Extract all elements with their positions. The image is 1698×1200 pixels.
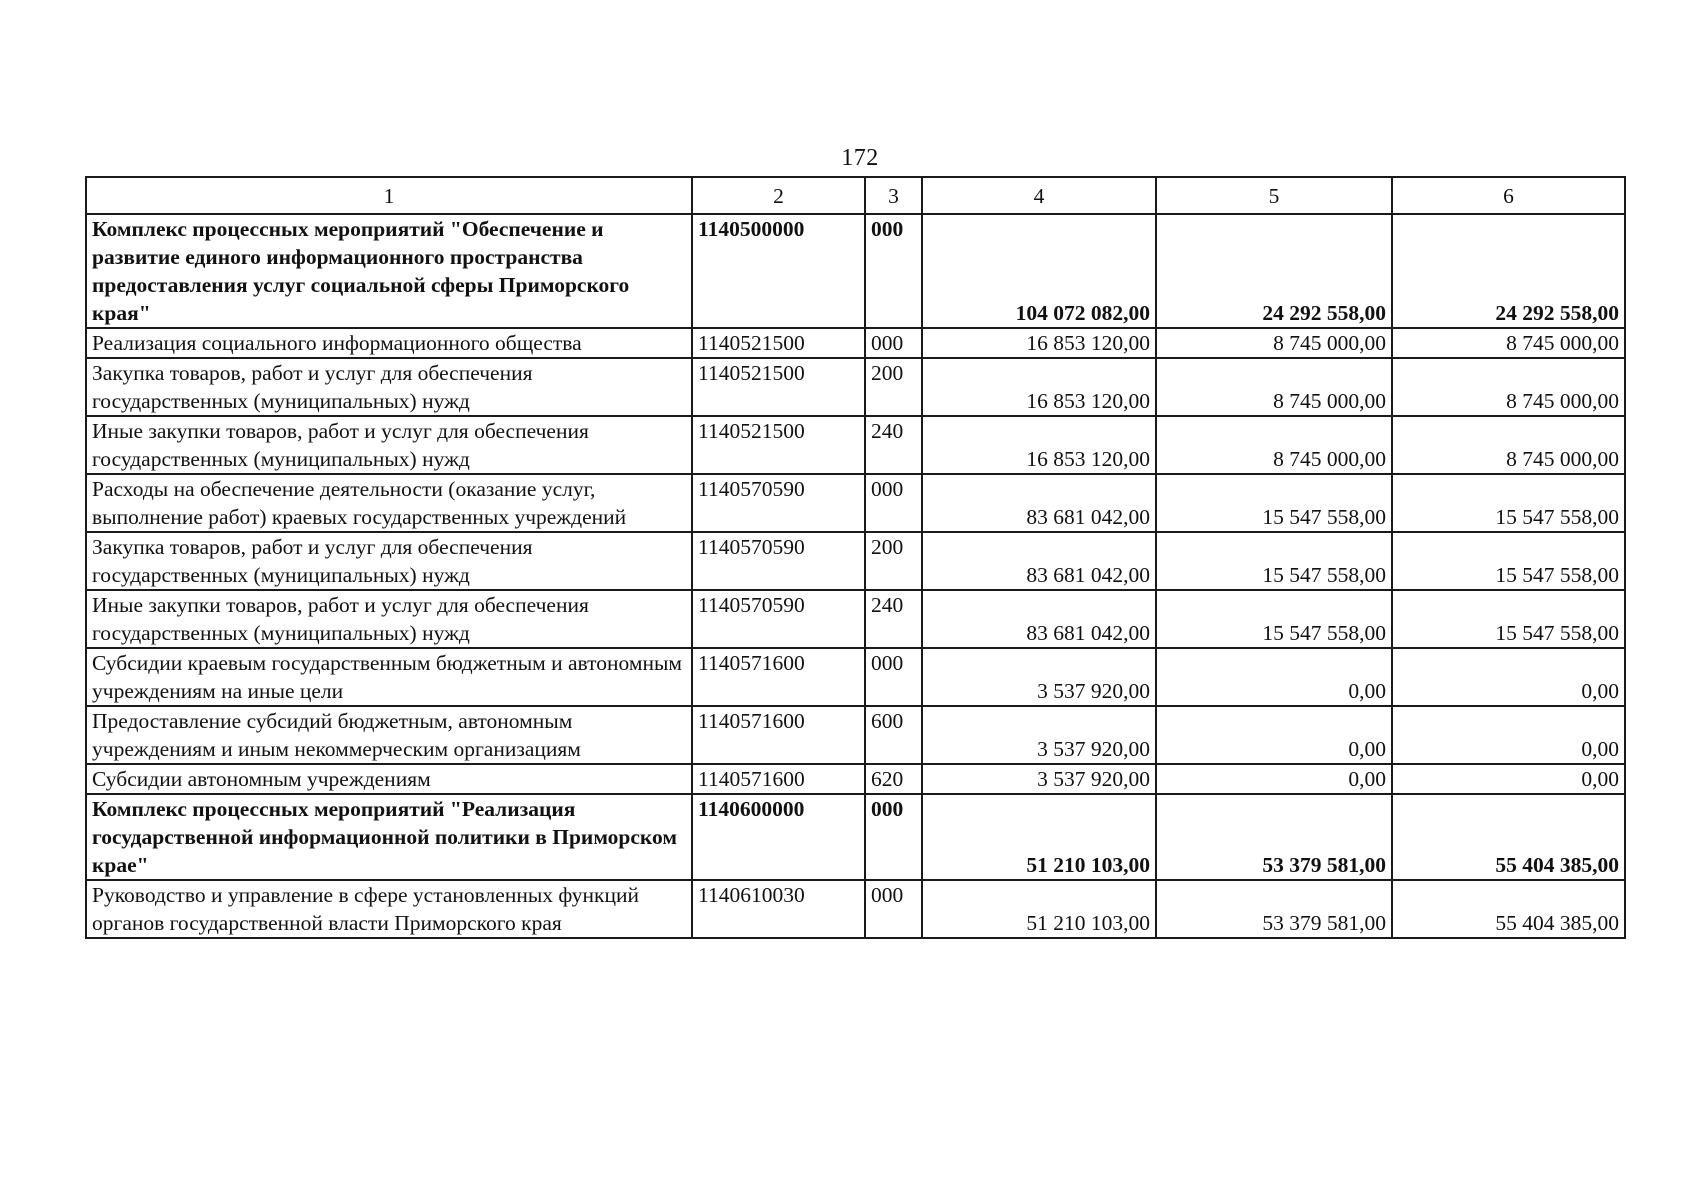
row-amount-col-4: 51 210 103,00 (922, 880, 1156, 938)
row-expense-type: 620 (865, 764, 922, 794)
table-row (86, 358, 1625, 416)
row-amount-col-5: 15 547 558,00 (1156, 590, 1392, 648)
row-code: 1140521500 (692, 416, 865, 474)
row-expense-type: 000 (865, 794, 922, 880)
table-row (86, 794, 1625, 880)
row-amount-col-4: 51 210 103,00 (922, 794, 1156, 880)
row-expense-type: 200 (865, 358, 922, 416)
row-amount-col-4: 83 681 042,00 (922, 474, 1156, 532)
header-row (86, 177, 1625, 214)
table-row (86, 880, 1625, 938)
header-col-3: 3 (865, 177, 922, 214)
row-amount-col-6: 8 745 000,00 (1392, 416, 1625, 474)
row-amount-col-5: 8 745 000,00 (1156, 328, 1392, 358)
row-amount-col-5: 0,00 (1156, 764, 1392, 794)
row-amount-col-4: 83 681 042,00 (922, 532, 1156, 590)
row-code: 1140610030 (692, 880, 865, 938)
row-code: 1140571600 (692, 764, 865, 794)
row-code: 1140570590 (692, 590, 865, 648)
row-amount-col-5: 53 379 581,00 (1156, 880, 1392, 938)
row-amount-col-6: 55 404 385,00 (1392, 880, 1625, 938)
row-name: Субсидии автономным учреждениям (86, 764, 692, 794)
row-expense-type: 200 (865, 532, 922, 590)
row-name: Руководство и управление в сфере установленных функций органов государственной власти Приморского края (86, 880, 692, 938)
row-amount-col-6: 15 547 558,00 (1392, 590, 1625, 648)
header-col-5: 5 (1156, 177, 1392, 214)
table-row (86, 648, 1625, 706)
row-name: Комплекс процессных мероприятий "Обеспечение и развитие единого информационного пространства предоставления услуг социальной сферы Приморского края" (86, 214, 692, 328)
row-code: 1140521500 (692, 358, 865, 416)
row-amount-col-6: 0,00 (1392, 706, 1625, 764)
table-row (86, 416, 1625, 474)
table-row (86, 328, 1625, 358)
row-name: Расходы на обеспечение деятельности (оказание услуг, выполнение работ) краевых государственных учреждений (86, 474, 692, 532)
row-amount-col-6: 15 547 558,00 (1392, 474, 1625, 532)
row-amount-col-4: 16 853 120,00 (922, 358, 1156, 416)
row-expense-type: 000 (865, 214, 922, 328)
header-col-1: 1 (86, 177, 692, 214)
row-amount-col-6: 0,00 (1392, 764, 1625, 794)
row-code: 1140571600 (692, 706, 865, 764)
row-name: Предоставление субсидий бюджетным, автономным учреждениям и иным некоммерческим организациям (86, 706, 692, 764)
row-code: 1140600000 (692, 794, 865, 880)
header-col-6: 6 (1392, 177, 1625, 214)
table-row (86, 214, 1625, 328)
row-expense-type: 240 (865, 416, 922, 474)
row-expense-type: 240 (865, 590, 922, 648)
row-name: Закупка товаров, работ и услуг для обеспечения государственных (муниципальных) нужд (86, 358, 692, 416)
budget-table (85, 176, 1626, 939)
row-amount-col-4: 16 853 120,00 (922, 328, 1156, 358)
row-amount-col-6: 15 547 558,00 (1392, 532, 1625, 590)
row-amount-col-6: 0,00 (1392, 648, 1625, 706)
row-code: 1140570590 (692, 532, 865, 590)
row-amount-col-5: 0,00 (1156, 706, 1392, 764)
row-amount-col-5: 24 292 558,00 (1156, 214, 1392, 328)
table-row (86, 764, 1625, 794)
row-name: Закупка товаров, работ и услуг для обеспечения государственных (муниципальных) нужд (86, 532, 692, 590)
table-row (86, 706, 1625, 764)
row-amount-col-5: 15 547 558,00 (1156, 532, 1392, 590)
header-col-4: 4 (922, 177, 1156, 214)
row-amount-col-6: 24 292 558,00 (1392, 214, 1625, 328)
row-amount-col-5: 15 547 558,00 (1156, 474, 1392, 532)
row-code: 1140521500 (692, 328, 865, 358)
row-code: 1140571600 (692, 648, 865, 706)
row-amount-col-4: 16 853 120,00 (922, 416, 1156, 474)
row-name: Иные закупки товаров, работ и услуг для обеспечения государственных (муниципальных) нужд (86, 416, 692, 474)
row-amount-col-5: 8 745 000,00 (1156, 416, 1392, 474)
table-row (86, 590, 1625, 648)
row-name: Комплекс процессных мероприятий "Реализация государственной информационной политики в Приморском крае" (86, 794, 692, 880)
row-expense-type: 000 (865, 880, 922, 938)
row-amount-col-6: 55 404 385,00 (1392, 794, 1625, 880)
header-col-2: 2 (692, 177, 865, 214)
row-amount-col-4: 3 537 920,00 (922, 648, 1156, 706)
row-amount-col-4: 83 681 042,00 (922, 590, 1156, 648)
row-amount-col-4: 3 537 920,00 (922, 706, 1156, 764)
row-amount-col-5: 8 745 000,00 (1156, 358, 1392, 416)
table-row (86, 532, 1625, 590)
row-amount-col-4: 104 072 082,00 (922, 214, 1156, 328)
page-number: 172 (841, 145, 879, 171)
row-amount-col-6: 8 745 000,00 (1392, 358, 1625, 416)
row-expense-type: 000 (865, 648, 922, 706)
table-row (86, 474, 1625, 532)
row-amount-col-4: 3 537 920,00 (922, 764, 1156, 794)
row-expense-type: 000 (865, 328, 922, 358)
row-amount-col-5: 53 379 581,00 (1156, 794, 1392, 880)
row-code: 1140570590 (692, 474, 865, 532)
row-name: Иные закупки товаров, работ и услуг для обеспечения государственных (муниципальных) нужд (86, 590, 692, 648)
row-name: Субсидии краевым государственным бюджетным и автономным учреждениям на иные цели (86, 648, 692, 706)
row-amount-col-6: 8 745 000,00 (1392, 328, 1625, 358)
row-amount-col-5: 0,00 (1156, 648, 1392, 706)
row-code: 1140500000 (692, 214, 865, 328)
row-expense-type: 000 (865, 474, 922, 532)
row-name: Реализация социального информационного общества (86, 328, 692, 358)
row-expense-type: 600 (865, 706, 922, 764)
